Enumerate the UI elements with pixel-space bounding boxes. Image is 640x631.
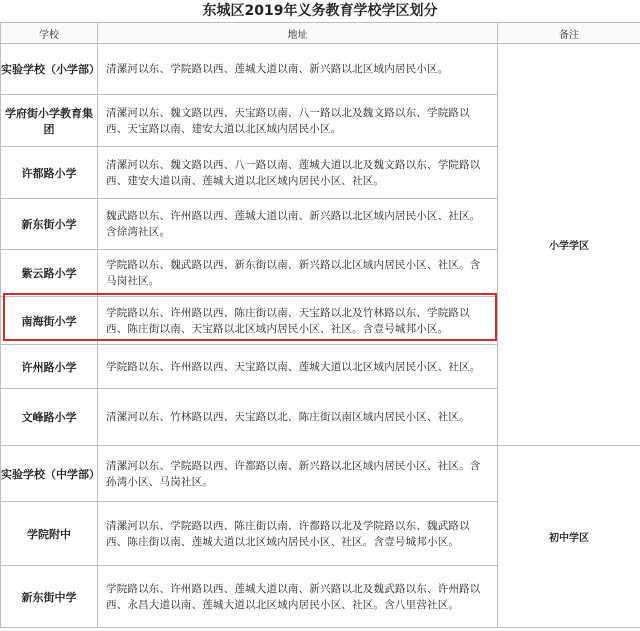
- header-address: 地址: [98, 23, 498, 44]
- school-name: 南海街小学: [1, 297, 98, 345]
- header-school: 学校: [1, 23, 98, 44]
- table-row: [1, 44, 640, 95]
- school-address: 学院路以东、魏武路以西、新东街以南、新兴路以北区域内居民小区、社区。含马岗社区。: [98, 250, 498, 297]
- school-name: 学府街小学教育集团: [1, 95, 98, 147]
- school-address: 魏武路以东、许州路以西、莲城大道以南、新兴路以北区域内居民小区、社区。含徐湾社区。: [98, 199, 498, 250]
- school-name: 学院附中: [1, 502, 98, 566]
- school-address: 学院路以东、许州路以西、陈庄街以南、天宝路以北及竹林路以东、学院路以西、陈庄街以南、天宝路以北区域内居民小区、社区。含壹号城邦小区。: [98, 297, 498, 345]
- school-address: 学院路以东、许州路以西、莲城大道以南、新兴路以北及魏武路以东、许州路以西、永昌大道以南、莲城大道以北区域内居民小区、社区。含八里营社区。: [98, 566, 498, 628]
- table-header-row: [1, 23, 640, 44]
- school-address: 清漯河以东、魏文路以西、天宝路以南、八一路以北及魏文路以东、学院路以西、天宝路以南、建安大道以北区域内居民小区。: [98, 95, 498, 147]
- school-address: 清漯河以东、魏文路以西、八一路以南、莲城大道以北及魏文路以东、学院路以西、建安大道以南、莲城大道以北区域内居民小区、社区。: [98, 147, 498, 199]
- school-name: 实验学校（小学部）: [1, 44, 98, 95]
- school-address: 学院路以东、许州路以西、天宝路以南、莲城大道以北区域内居民小区、社区。: [98, 345, 498, 389]
- school-name: 新东街小学: [1, 199, 98, 250]
- school-name: 新东街中学: [1, 566, 98, 628]
- school-address: 清漯河以东、学院路以西、许都路以南、新兴路以北区域内居民小区、社区。含孙湾小区、马岗社区。: [98, 446, 498, 502]
- school-name: 许都路小学: [1, 147, 98, 199]
- school-address: 清漯河以东、学院路以西、陈庄街以南、许都路以北及学院路以东、魏武路以西、陈庄街以南、莲城大道以北区域内居民小区、社区。含壹号城邦小区。: [98, 502, 498, 566]
- page-title: 东城区2019年义务教育学校学区划分: [202, 3, 438, 19]
- school-name: 实验学校（中学部）: [1, 446, 98, 502]
- district-table: [0, 22, 640, 628]
- school-address: 清漯河以东、学院路以西、莲城大道以南、新兴路以北区域内居民小区。: [98, 44, 498, 95]
- school-name: 许州路小学: [1, 345, 98, 389]
- header-note: 备注: [498, 23, 640, 44]
- note-primary: 小学学区: [498, 44, 640, 446]
- note-middle: 初中学区: [498, 446, 640, 628]
- school-address: 清漯河以东、竹林路以西、天宝路以北、陈庄街以南区域内居民小区、社区。: [98, 389, 498, 446]
- school-name: 文峰路小学: [1, 389, 98, 446]
- school-name: 紫云路小学: [1, 250, 98, 297]
- table-row: [1, 446, 640, 502]
